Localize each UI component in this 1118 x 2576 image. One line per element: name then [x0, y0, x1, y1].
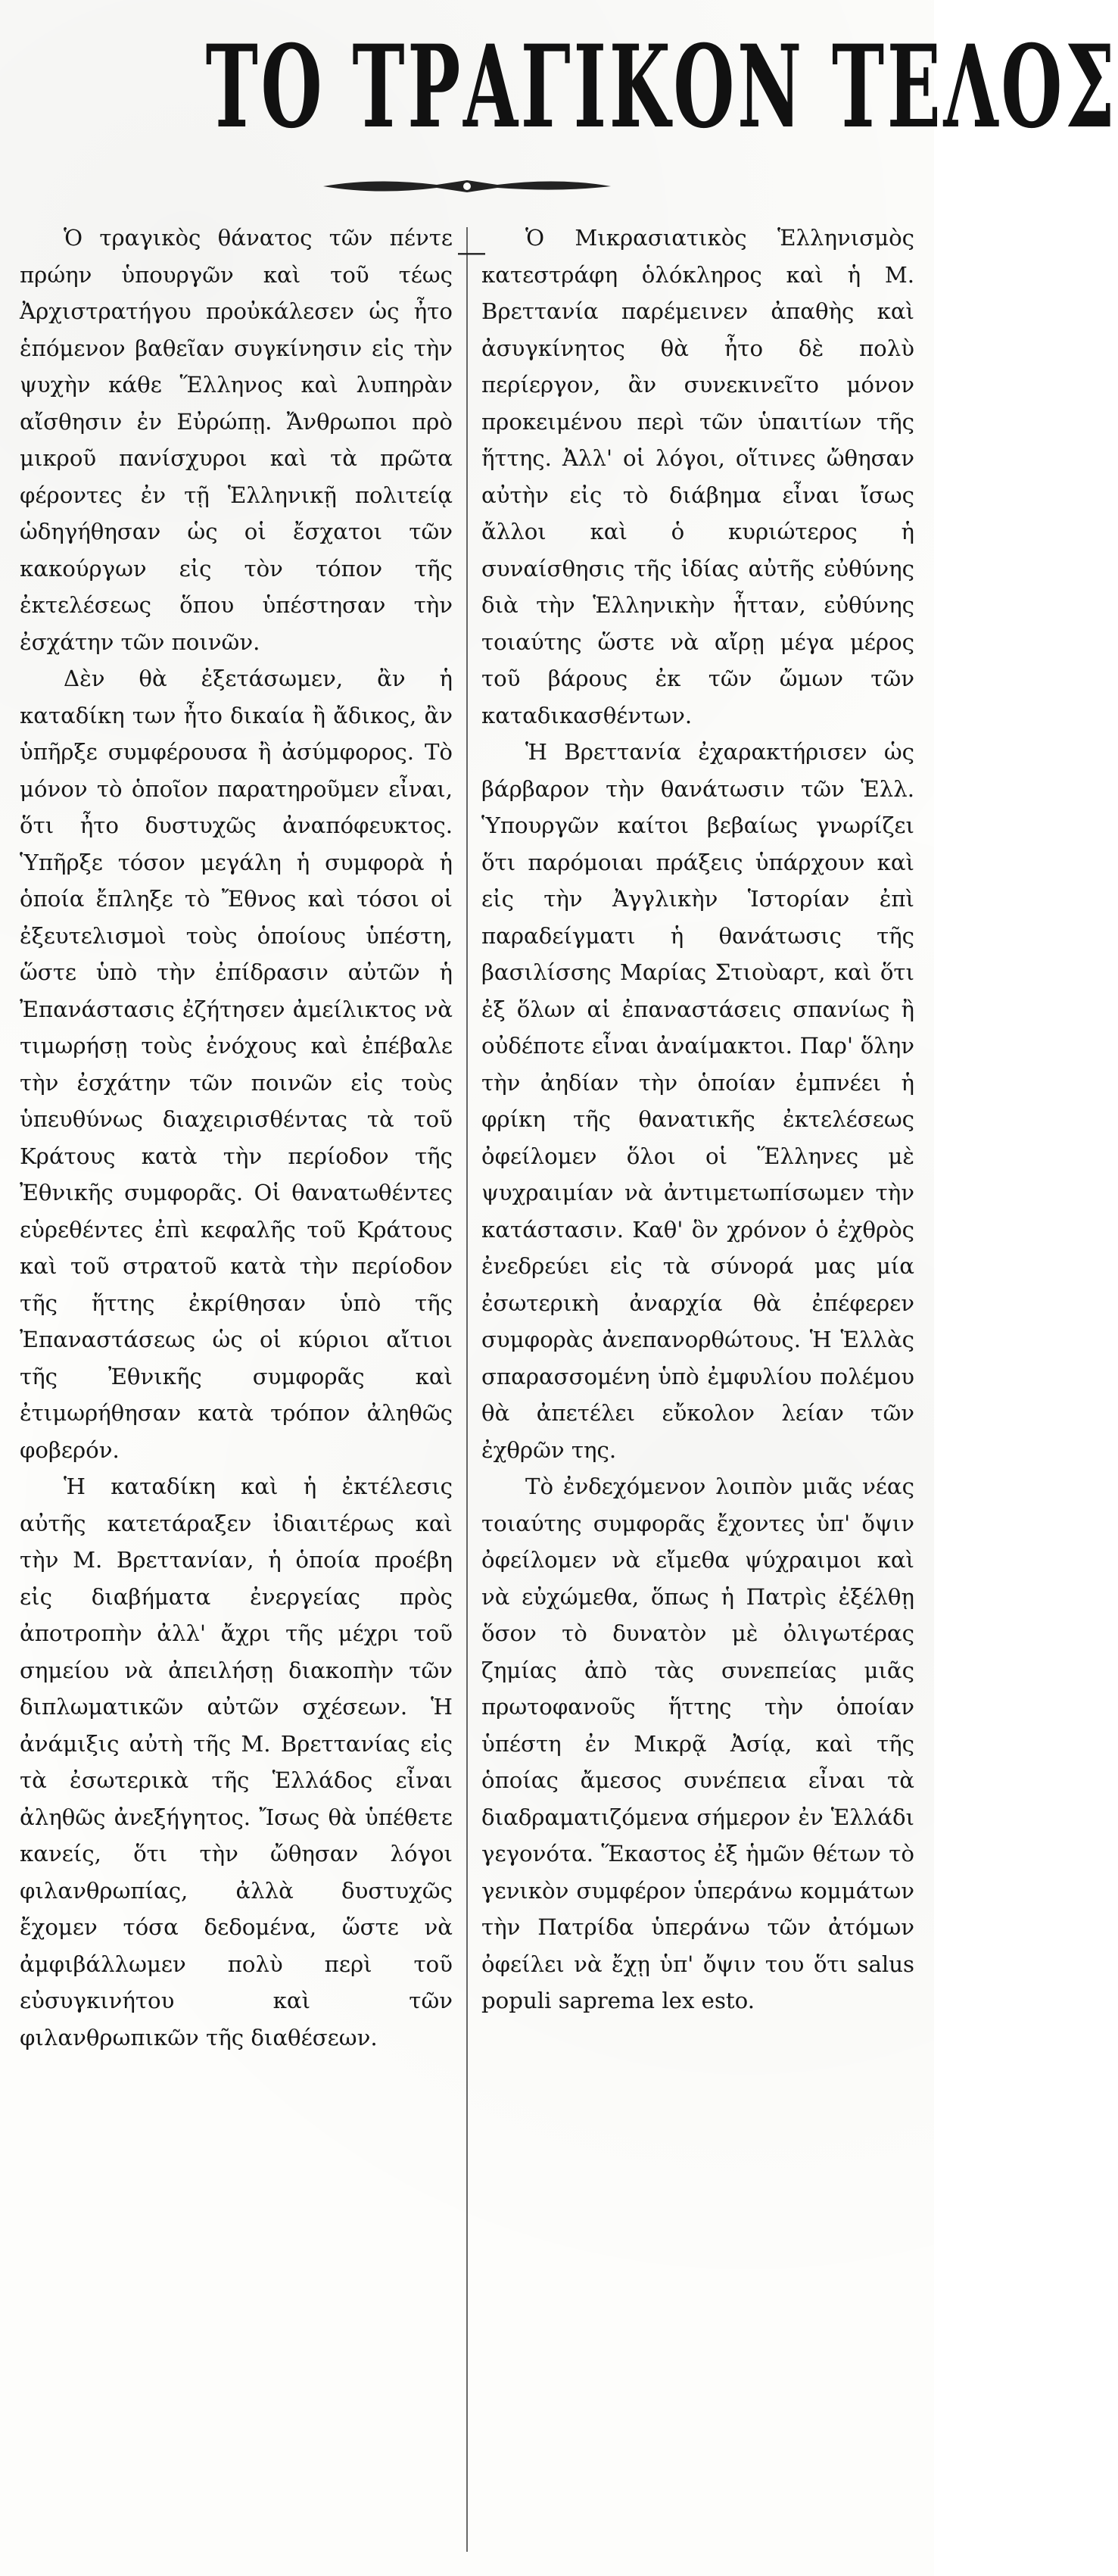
right-column: [481, 220, 914, 2019]
paragraph: Ὁ τραγικὸς θάνατος τῶν πέντε πρώην ὑπουργῶν καὶ τοῦ τέως Ἀρχιστρατήγου προὐκάλεσεν ὡς ἦτο ἑπόμενον βαθεῖαν συγκίνησιν εἰς τὴν ψυχὴν κάθε Ἕλληνος καὶ λυπηρὰν αἴσθησιν ἐν Εὐρώπῃ. Ἄνθρωποι πρὸ μικροῦ πανίσχυροι καὶ τὰ πρῶτα φέροντες ἐν τῇ Ἑλληνικῇ πολιτείᾳ ὡδηγήθησαν ὡς οἱ ἔσχατοι τῶν κακούργων εἰς τὸν τόπον τῆς ἐκτελέσεως ὅπου ὑπέστησαν τὴν ἐσχάτην τῶν ποινῶν.: [20, 225, 453, 655]
paragraph: Δὲν θὰ ἐξετάσωμεν, ἂν ἡ καταδίκη των ἦτο δικαία ἢ ἄδικος, ἂν ὑπῆρξε συμφέρουσα ἢ ἀσύμφορος. Τὸ μόνον τὸ ὁποῖον παρατηροῦμεν εἶναι, ὅτι ἦτο δυστυχῶς ἀναπόφευκτος. Ὑπῆρξε τόσον μεγάλη ἡ συμφορὰ ἡ ὁποία ἔπληξε τὸ Ἔθνος καὶ τόσοι οἱ ἐξευτελισμοὶ τοὺς ὁποίους ὑπέστη, ὥστε ὑπὸ τὴν ἐπίδρασιν αὐτῶν ἡ Ἐπανάστασις ἐζήτησεν ἀμείλικτος νὰ τιμωρήσῃ τοὺς ἐνόχους καὶ ἐπέβαλε τὴν ἐσχάτην τῶν ποινῶν εἰς τοὺς ὑπευθύνως διαχειρισθέντας τὰ τοῦ Κράτους κατὰ τὴν περίοδον τῆς Ἐθνικῆς συμφορᾶς. Οἱ θανατωθέντες εὑρεθέντες ἐπὶ κεφαλῆς τοῦ Κράτους καὶ τοῦ στρατοῦ κατὰ τὴν περίοδον τῆς ἥττης ἐκρίθησαν ὑπὸ τῆς Ἐπαναστάσεως ὡς οἱ κύριοι αἴτιοι τῆς Ἐθνικῆς συμφορᾶς καὶ ἐτιμωρήθησαν κατὰ τρόπον ἀληθῶς φοβερόν.: [20, 666, 453, 1463]
column-dash: ―: [458, 237, 485, 268]
paragraph: Τὸ ἐνδεχόμενον λοιπὸν μιᾶς νέας τοιαύτης συμφορᾶς ἔχοντες ὑπ' ὄψιν ὀφείλομεν νὰ εἴμεθα ψύχραιμοι καὶ νὰ εὐχώμεθα, ὅπως ἡ Πατρὶς ἐξέλθῃ ὅσον τὸ δυνατὸν μὲ ὀλιγωτέρας ζημίας ἀπὸ τὰς συνεπείας μιᾶς πρωτοφανοῦς ἥττης τὴν ὁποίαν ὑπέστη ἐν Μικρᾷ Ἀσίᾳ, καὶ τῆς ὁποίας ἄμεσος συνέπεια εἶναι τὰ διαδραματιζόμενα σήμερον ἐν Ἑλλάδι γεγονότα. Ἕκαστος ἐξ ἡμῶν θέτων τὸ γενικὸν συμφέρον ὑπεράνω κομμάτων τὴν Πατρίδα ὑπεράνω τῶν ἀτόμων ὀφείλει νὰ ἔχῃ ὑπ' ὄψιν του ὅτι salus populi saprema lex esto.: [481, 1474, 914, 2013]
paragraph: Ὁ Μικρασιατικὸς Ἑλληνισμὸς κατεστράφη ὁλόκληρος καὶ ἡ Μ. Βρεττανία παρέμεινεν ἀπαθὴς καὶ ἀσυγκίνητος θὰ ἦτο δὲ πολὺ περίεργον, ἂν συνεκινεῖτο μόνον προκειμένου περὶ τῶν ὑπαιτίων τῆς ἥττης. Ἀλλ' οἱ λόγοι, οἵτινες ὤθησαν αὐτὴν εἰς τὸ διάβημα εἶναι ἴσως ἄλλοι καὶ ὁ κυριώτερος ἡ συναίσθησις τῆς ἰδίας αὐτῆς εὐθύνης διὰ τὴν Ἑλληνικὴν ἧτταν, εὐθύνης τοιαύτης ὥστε νὰ αἴρῃ μέγα μέρος τοῦ βάρους ἐκ τῶν ὤμων τῶν καταδικασθέντων.: [481, 225, 914, 728]
article-headline: ΤΟ ΤΡΑΓΙΚΟΝ ΤΕΛΟΣ: [205, 20, 1118, 154]
column-divider: [466, 227, 468, 2552]
ornament-divider: [316, 173, 618, 200]
paragraph: Ἡ καταδίκη καὶ ἡ ἐκτέλεσις αὐτῆς κατετάραξεν ἰδιαιτέρως καὶ τὴν Μ. Βρεττανίαν, ἡ ὁποία προέβη εἰς διαβήματα ἐνεργείας πρὸς ἀποτροπὴν ἀλλ' ἄχρι τῆς μέχρι τοῦ σημείου νὰ ἀπειλήσῃ διακοπὴν τῶν διπλωματικῶν αὐτῶν σχέσεων. Ἡ ἀνάμιξις αὐτὴ τῆς Μ. Βρεττανίας εἰς τὰ ἐσωτερικὰ τῆς Ἑλλάδος εἶναι ἀληθῶς ἀνεξήγητος. Ἴσως θὰ ὑπέθετε κανείς, ὅτι τὴν ὤθησαν λόγοι φιλανθρωπίας, ἀλλὰ δυστυχῶς ἔχομεν τόσα δεδομένα, ὥστε νὰ ἀμφιβάλλωμεν πολὺ περὶ τοῦ εὐσυγκινήτου καὶ τῶν φιλανθρωπικῶν τῆς διαθέσεων.: [20, 1474, 453, 2051]
paragraph: Ἡ Βρεττανία ἐχαρακτήρισεν ὡς βάρβαρον τὴν θανάτωσιν τῶν Ἑλλ. Ὑπουργῶν καίτοι βεβαίως γνωρίζει ὅτι παρόμοιαι πράξεις ὑπάρχουν καὶ εἰς τὴν Ἀγγλικὴν Ἱστορίαν ἐπὶ παραδείγματι ἡ θανάτωσις τῆς βασιλίσσης Μαρίας Στιοὺαρτ, καὶ ὅτι ἐξ ὅλων αἱ ἐπαναστάσεις σπανίως ἢ οὐδέποτε εἶναι ἀναίμακτοι. Παρ' ὅλην τὴν ἀηδίαν τὴν ὁποίαν ἐμπνέει ἡ φρίκη τῆς θανατικῆς ἐκτελέσεως ὀφείλομεν ὅλοι οἱ Ἕλληνες μὲ ψυχραιμίαν νὰ ἀντιμετωπίσωμεν τὴν κατάστασιν. Καθ' ὃν χρόνον ὁ ἐχθρὸς ἐνεδρεύει εἰς τὰ σύνορά μας μία ἐσωτερικὴ ἀναρχία θὰ ἐπέφερεν συμφορὰς ἀνεπανορθώτους. Ἡ Ἑλλὰς σπαρασσομένη ὑπὸ ἐμφυλίου πολέμου θὰ ἀπετέλει εὔκολον λείαν τῶν ἐχθρῶν της.: [481, 739, 914, 1463]
left-column: [20, 220, 453, 2056]
